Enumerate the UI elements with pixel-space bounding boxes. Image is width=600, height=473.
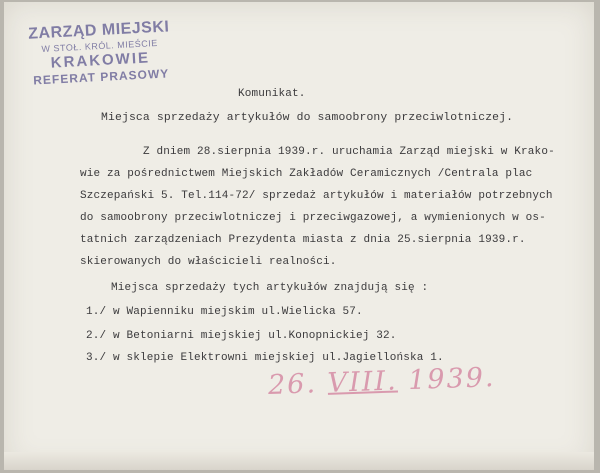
stamp-line-3: KRAKOWIE: [50, 49, 151, 72]
handwritten-date-day: 26.: [267, 368, 318, 401]
stamp-line-2: W STOŁ. KRÓL. MIEŚCIE: [41, 37, 158, 55]
stamp-line-4: REFERAT PRASOWY: [32, 66, 170, 88]
list-item: 1./ w Wapienniku miejskim ul.Wielicka 57.: [86, 306, 363, 318]
document-title: Komunikat.: [238, 88, 306, 100]
paper-bottom-edge: [4, 452, 594, 470]
body-line: Szczepański 5. Tel.114-72/ sprzedaż artykułów i materiałów potrzebnych: [80, 190, 553, 202]
body-line: Z dniem 28.sierpnia 1939.r. uruchamia Zarząd miejski w Krako-: [143, 146, 555, 158]
body-line: wie za pośrednictwem Miejskich Zakładów Ceramicznych /Centrala plac: [80, 168, 533, 180]
list-item: 3./ w sklepie Elektrowni miejskiej ul.Jagiellońska 1.: [86, 352, 444, 364]
office-stamp: [18, 18, 181, 88]
list-item: 2./ w Betoniarni miejskiej ul.Konopnickiej 32.: [86, 330, 397, 342]
body-line: do samoobrony przeciwlotniczej i przeciwgazowej, a wymienionych w os-: [80, 212, 546, 224]
body-line: tatnich zarządzeniach Prezydenta miasta z dnia 25.sierpnia 1939.r.: [80, 234, 526, 246]
handwritten-date-year: 1939.: [407, 362, 496, 397]
document-subtitle: Miejsca sprzedaży artykułów do samoobrony przeciwlotniczej.: [101, 112, 514, 124]
stamp-line-1: ZARZĄD MIEJSKI: [27, 18, 170, 43]
handwritten-date-month: VIII.: [327, 365, 399, 399]
list-intro: Miejsca sprzedaży tych artykułów znajdują się :: [111, 282, 429, 294]
body-line: skierowanych do właścicieli realności.: [80, 256, 337, 268]
